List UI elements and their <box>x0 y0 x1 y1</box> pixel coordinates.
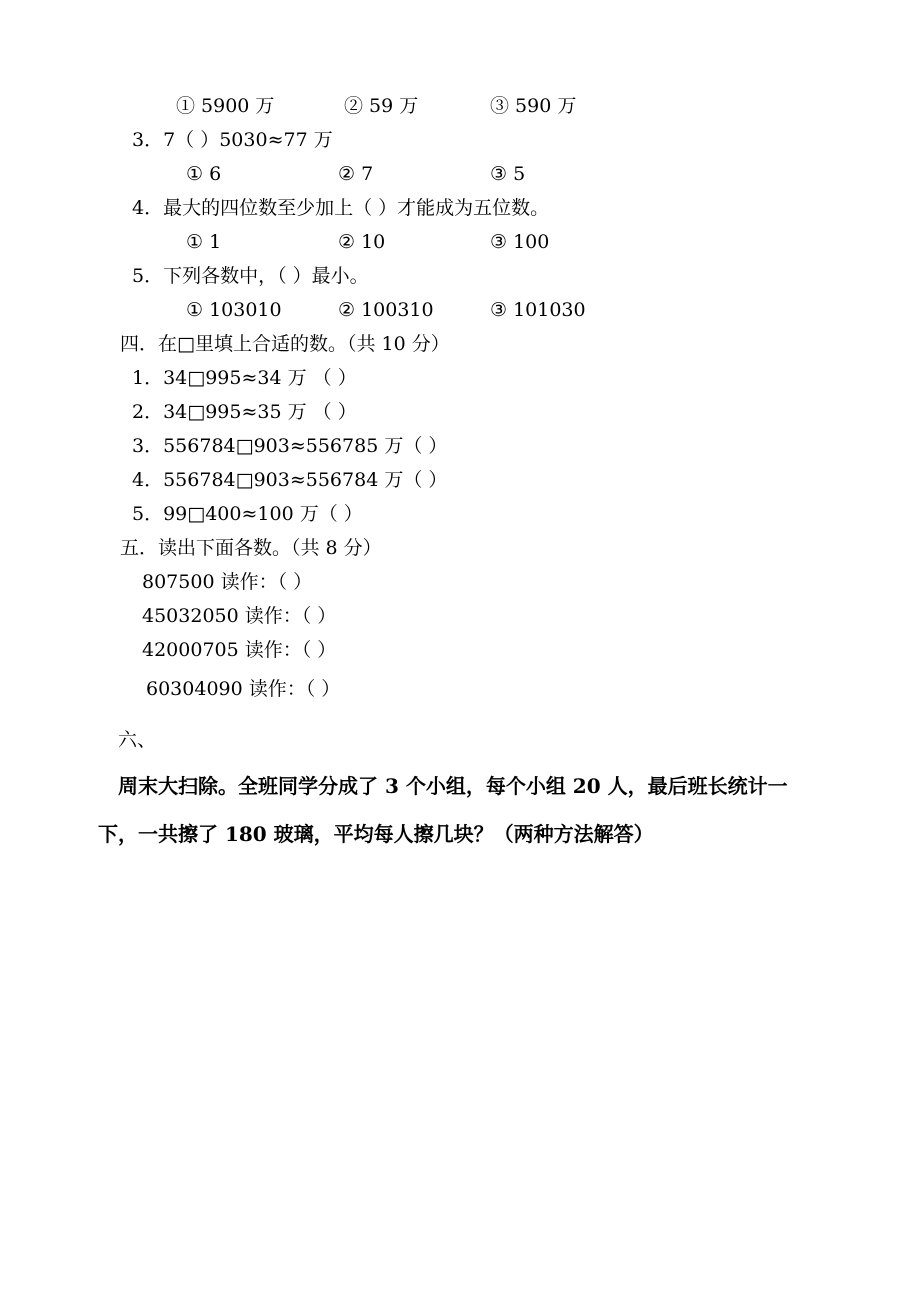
q2-option-2: ② 59 万 <box>344 95 419 117</box>
section6-problem-line2: 下，一共擦了 180 玻璃，平均每人擦几块？（两种方法解答） <box>98 822 654 846</box>
q3-option-2: ② 7 <box>338 163 374 185</box>
section5-item-2: 45032050 读作：（ ） <box>142 605 337 627</box>
section5-item-4: 60304090 读作：（ ） <box>146 678 341 700</box>
section6-problem-line1: 周末大扫除。全班同学分成了 3 个小组，每个小组 20 人，最后班长统计一 <box>118 774 788 798</box>
section4-item-4: 4．556784□903≈556784 万（ ） <box>132 469 448 491</box>
q4-option-2: ② 10 <box>338 231 386 253</box>
q4-stem: 4．最大的四位数至少加上（ ）才能成为五位数。 <box>132 197 550 219</box>
section5-item-3: 42000705 读作：（ ） <box>142 639 337 661</box>
section4-heading: 四．在□里填上合适的数。（共 10 分） <box>120 333 450 355</box>
q2-option-1: ① 5900 万 <box>176 95 275 117</box>
section4-item-2: 2．34□995≈35 万 （ ） <box>132 401 357 423</box>
q5-option-3: ③ 101030 <box>490 299 586 321</box>
q4-option-3: ③ 100 <box>490 231 550 253</box>
q2-option-3: ③ 590 万 <box>490 95 577 117</box>
section5-heading: 五．读出下面各数。（共 8 分） <box>120 537 382 559</box>
section4-item-5: 5．99□400≈100 万（ ） <box>132 503 363 525</box>
q5-option-1: ① 103010 <box>186 299 282 321</box>
q3-stem: 3．7（ ）5030≈77 万 <box>132 129 333 151</box>
q5-stem: 5．下列各数中，（ ）最小。 <box>132 265 369 287</box>
q3-option-1: ① 6 <box>186 163 222 185</box>
section5-item-1: 807500 读作：（ ） <box>142 571 313 593</box>
q5-option-2: ② 100310 <box>338 299 434 321</box>
q3-option-3: ③ 5 <box>490 163 526 185</box>
section4-item-1: 1．34□995≈34 万 （ ） <box>132 367 357 389</box>
section6-heading: 六、 <box>118 729 157 751</box>
section4-item-3: 3．556784□903≈556785 万（ ） <box>132 435 448 457</box>
q4-option-1: ① 1 <box>186 231 222 253</box>
